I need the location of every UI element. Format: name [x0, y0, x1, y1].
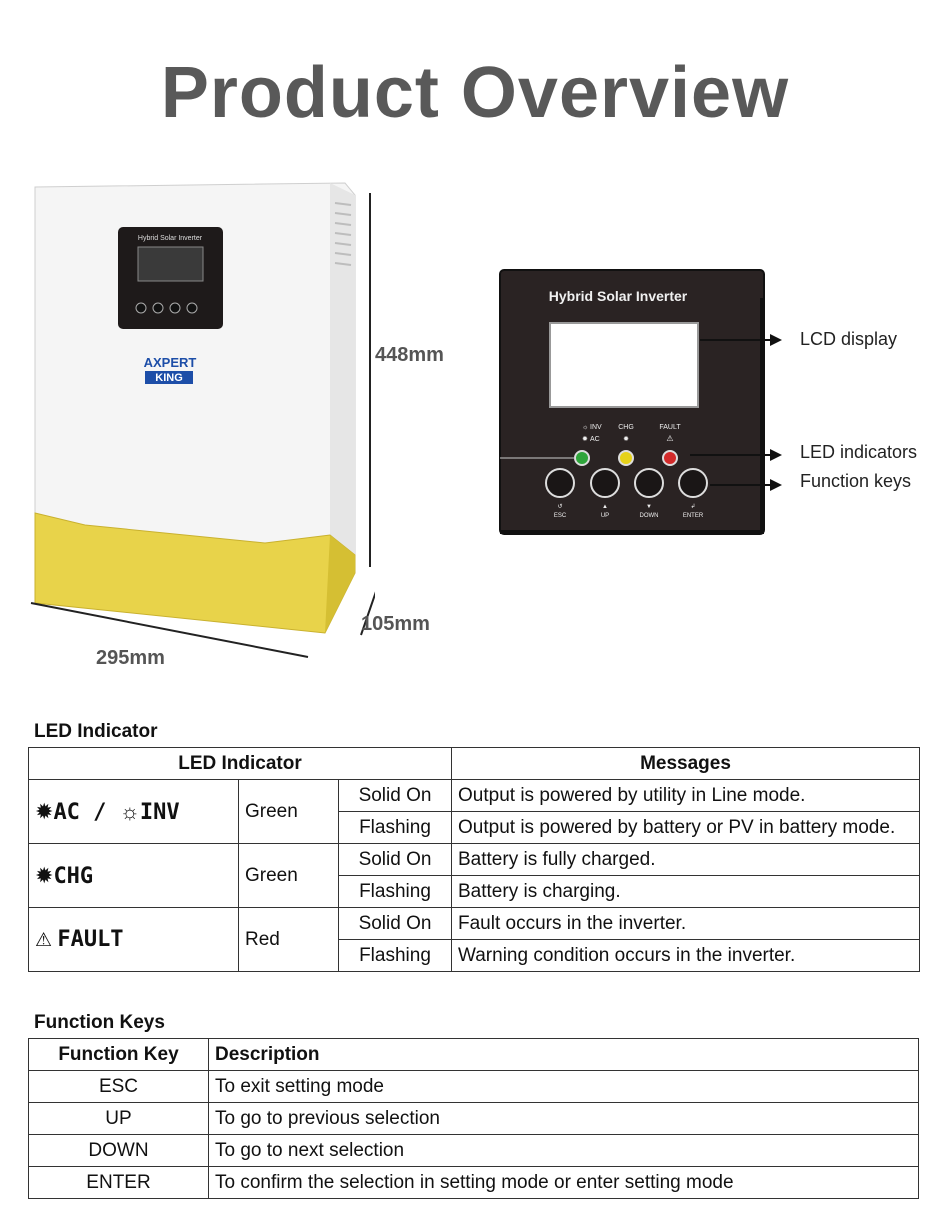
- brand-logo-top: AXPERT: [143, 355, 197, 370]
- svg-text:↺: ↺: [557, 504, 563, 510]
- half-sun-icon: ☼: [119, 798, 140, 824]
- callout-function-keys: Function keys: [800, 471, 912, 491]
- table-row: [29, 1167, 919, 1199]
- svg-text:✹: ✹: [582, 436, 588, 443]
- function-table-header-row: [29, 1039, 919, 1071]
- function-desc-cell: To exit setting mode: [209, 1071, 919, 1103]
- led-section-heading: LED Indicator: [34, 721, 158, 742]
- function-desc-cell: To go to next selection: [209, 1135, 919, 1167]
- svg-text:↲: ↲: [690, 504, 696, 510]
- key-label-esc: ESC: [553, 513, 567, 519]
- led-yellow-chg: [619, 451, 633, 465]
- function-key-cell: DOWN: [29, 1135, 209, 1167]
- led-state-cell: Solid On: [339, 844, 452, 876]
- panel-lcd-display: [550, 323, 698, 407]
- led-color-cell: Green: [239, 844, 339, 908]
- inverter-side: [330, 183, 355, 577]
- function-key-cell: ESC: [29, 1071, 209, 1103]
- width-dimension: 295mm: [96, 647, 165, 669]
- led-state-cell: Flashing: [339, 876, 452, 908]
- page-title: Product Overview: [160, 53, 790, 133]
- sun-icon: ✹: [35, 862, 54, 888]
- brand-logo-bottom: KING: [155, 372, 183, 384]
- led-table-header-row: [29, 748, 920, 780]
- svg-text:✹: ✹: [623, 436, 629, 443]
- description-col-header: Description: [209, 1039, 919, 1071]
- led-message-cell: Fault occurs in the inverter.: [452, 908, 920, 940]
- function-keys-table: [28, 1038, 919, 1199]
- panel-detail-label: Hybrid Solar Inverter: [548, 288, 688, 304]
- sun-icon: ✹: [35, 798, 54, 824]
- led-indicator-table: [28, 747, 920, 972]
- led-color-cell: Green: [239, 780, 339, 844]
- svg-text:▲: ▲: [602, 504, 608, 510]
- front-lcd: [138, 247, 203, 281]
- led-color-cell: Red: [239, 908, 339, 972]
- led-label-inv: INV: [590, 424, 602, 431]
- led-message-cell: Battery is charging.: [452, 876, 920, 908]
- led-col-header: LED Indicator: [29, 748, 452, 780]
- led-message-cell: Output is powered by battery or PV in battery mode.: [452, 812, 920, 844]
- function-desc-cell: To confirm the selection in setting mode or enter setting mode: [209, 1167, 919, 1199]
- height-dimension: 448mm: [375, 344, 444, 366]
- svg-text:⚠: ⚠: [666, 434, 674, 443]
- table-row: [29, 844, 920, 876]
- table-row: [29, 908, 920, 940]
- table-row: [29, 780, 920, 812]
- function-key-cell: UP: [29, 1103, 209, 1135]
- svg-text:▼: ▼: [646, 504, 652, 510]
- key-label-up: UP: [600, 513, 610, 519]
- svg-text:☼: ☼: [582, 424, 589, 431]
- table-row: [29, 1071, 919, 1103]
- function-desc-cell: To go to previous selection: [209, 1103, 919, 1135]
- callout-arrows: [690, 330, 790, 500]
- led-state-cell: Solid On: [339, 780, 452, 812]
- led-label-ac: AC: [590, 436, 600, 443]
- callout-led-indicators: LED indicators: [800, 442, 918, 462]
- led-state-cell: Flashing: [339, 940, 452, 972]
- callout-lcd-display: LCD display: [800, 329, 898, 349]
- led-name-cell: ✹CHG: [29, 844, 239, 908]
- warning-icon: ⚠: [35, 929, 53, 951]
- function-section-heading: Function Keys: [34, 1012, 165, 1033]
- led-state-cell: Flashing: [339, 812, 452, 844]
- front-panel-label: Hybrid Solar Inverter: [137, 235, 203, 242]
- table-row: [29, 1135, 919, 1167]
- led-state-cell: Solid On: [339, 908, 452, 940]
- led-label-chg: CHG: [618, 424, 634, 431]
- key-label-enter: ENTER: [682, 513, 704, 519]
- led-message-cell: Battery is fully charged.: [452, 844, 920, 876]
- inverter-illustration: [25, 175, 375, 675]
- table-row: [29, 1103, 919, 1135]
- led-red-fault: [663, 451, 677, 465]
- messages-col-header: Messages: [452, 748, 920, 780]
- key-label-down: DOWN: [639, 513, 659, 519]
- led-green-ac-inv: [575, 451, 589, 465]
- function-key-col-header: Function Key: [29, 1039, 209, 1071]
- led-message-cell: Warning condition occurs in the inverter.: [452, 940, 920, 972]
- depth-dimension: 105mm: [361, 613, 430, 635]
- led-name-cell: ⚠ FAULT: [29, 908, 239, 972]
- led-message-cell: Output is powered by utility in Line mode.: [452, 780, 920, 812]
- led-name-cell: ✹AC / ☼INV: [29, 780, 239, 844]
- function-key-cell: ENTER: [29, 1167, 209, 1199]
- led-label-fault: FAULT: [659, 424, 681, 431]
